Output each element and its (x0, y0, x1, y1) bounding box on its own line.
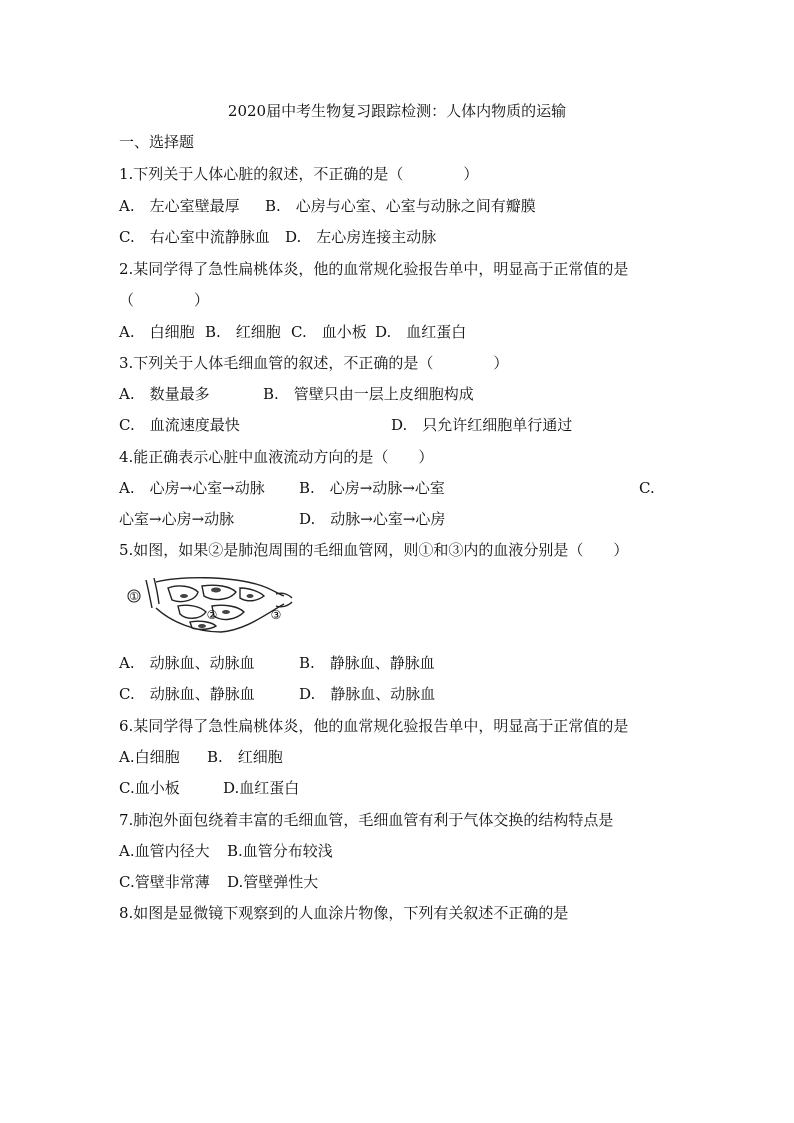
q6-option-a: A.白细胞 (119, 748, 180, 766)
question-8-stem: 8.如图是显微镜下观察到的人血涂片物像，下列有关叙述不正确的是 (119, 904, 569, 922)
capillary-diagram (126, 574, 296, 642)
question-2-paren: （ ） (119, 291, 210, 309)
label-3: ③ (270, 608, 282, 622)
q2-option-c: C. 血小板 (291, 323, 367, 341)
q6-option-c: C.血小板 (119, 779, 180, 797)
q5-option-a: A. 动脉血、动脉血 (119, 654, 255, 672)
question-2-stem: 2.某同学得了急性扁桃体炎，他的血常规化验报告单中，明显高于正常值的是 (119, 260, 629, 278)
page-title: 2020届中考生物复习跟踪检测：人体内物质的运输 (227, 102, 567, 120)
q2-option-b: B. 红细胞 (205, 323, 281, 341)
label-2: ② (206, 608, 218, 622)
network-top (156, 578, 284, 596)
q1-option-b: B. 心房与心室、心室与动脉之间有瓣膜 (265, 197, 536, 215)
q4-option-c-text: 心室→心房→动脉 (119, 510, 235, 528)
q7-option-d: D.管壁弹性大 (227, 873, 319, 891)
q7-option-b: B.血管分布较浅 (227, 842, 333, 860)
q1-option-a: A. 左心室壁最厚 (119, 197, 240, 215)
question-1-stem: 1.下列关于人体心脏的叙述，不正确的是（ ） (119, 165, 479, 183)
vessel-left-upper (146, 580, 152, 608)
q2-option-d: D. 血红蛋白 (375, 323, 467, 341)
q4-option-c-label: C. (639, 479, 655, 497)
q6-option-b: B. 红细胞 (207, 748, 283, 766)
q4-option-a: A. 心房→心室→动脉 (119, 479, 265, 497)
q3-option-b: B. 管壁只由一层上皮细胞构成 (263, 385, 474, 403)
q6-option-d: D.血红蛋白 (223, 779, 300, 797)
q5-option-b: B. 静脉血、静脉血 (299, 654, 435, 672)
question-3-stem: 3.下列关于人体毛细血管的叙述，不正确的是（ ） (119, 354, 509, 372)
q3-option-d: D. 只允许红细胞单行通过 (391, 416, 573, 434)
q4-option-b: B. 心房→动脉→心室 (299, 479, 445, 497)
q5-option-d: D. 静脉血、动脉血 (299, 685, 436, 703)
question-6-stem: 6.某同学得了急性扁桃体炎，他的血常规化验报告单中，明显高于正常值的是 (119, 717, 629, 735)
q7-option-c: C.管壁非常薄 (119, 873, 210, 891)
question-7-stem: 7.肺泡外面包绕着丰富的毛细血管，毛细血管有利于气体交换的结构特点是 (119, 811, 614, 829)
q3-option-a: A. 数量最多 (119, 385, 210, 403)
question-4-stem: 4.能正确表示心脏中血液流动方向的是（ ） (119, 448, 434, 466)
q3-option-c: C. 血流速度最快 (119, 416, 240, 434)
question-5-stem: 5.如图，如果②是肺泡周围的毛细血管网，则①和③内的血液分别是（ ） (119, 541, 629, 559)
section-heading: 一、选择题 (119, 133, 195, 151)
capillary-network-figure (126, 574, 296, 642)
network-bottom (156, 604, 284, 632)
label-1: ① (129, 590, 139, 603)
q7-option-a: A.血管内径大 (119, 842, 210, 860)
q4-option-d: D. 动脉→心室→心房 (299, 510, 446, 528)
q1-option-d: D. 左心房连接主动脉 (285, 228, 437, 246)
q5-option-c: C. 动脉血、静脉血 (119, 685, 255, 703)
q1-option-c: C. 右心室中流静脉血 (119, 228, 270, 246)
q2-option-a: A. 白细胞 (119, 323, 195, 341)
